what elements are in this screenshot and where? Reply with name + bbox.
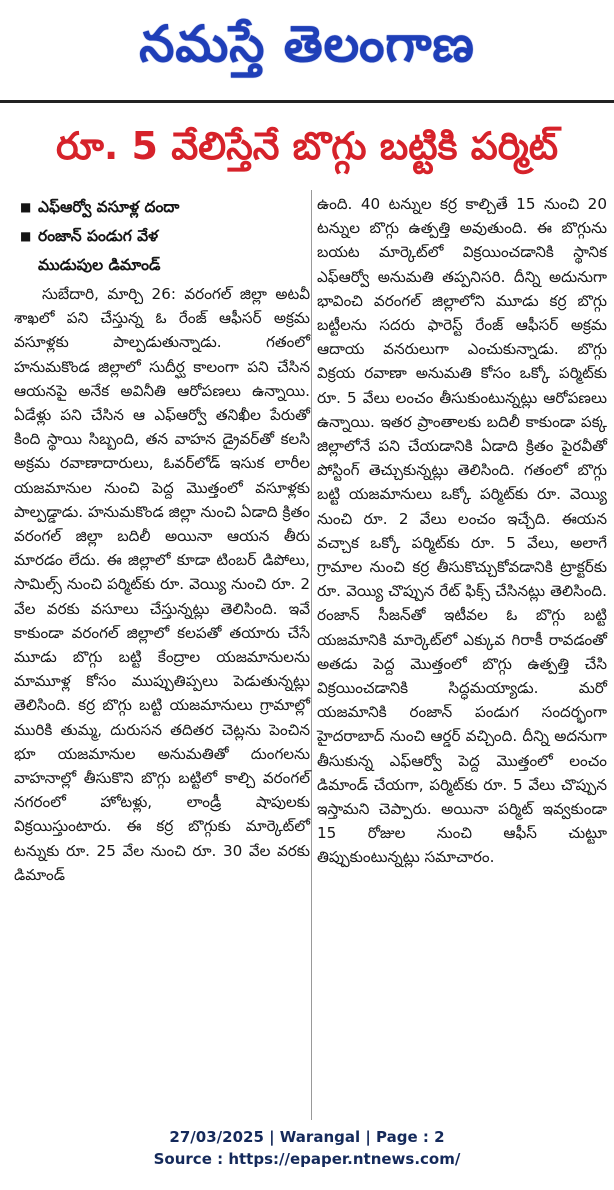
square-bullet-icon: ■ (20, 200, 32, 214)
article-body-left: సుబేదారి, మార్చి 26: వరంగల్ జిల్లా అటవీ శాఖలో పని చేస్తున్న ఓ రేంజ్ ఆఫీసర్ అక్రమ వసూళ్లకు పాల్పడుతున్నాడు. గతంలో హనుమకొండ జిల్లాలో సుదీర్ఘ కాలంగా పని చేసిన ఆయనపై అనేక అవినీతి ఆరోపణలు ఉన్నాయి. ఏడేళ్లు పని చేసిన ఆ ఎఫ్ఆర్వో తనిఖీల పేరుతో కింది స్థాయి సిబ్బంది, తన వాహన డ్రైవర్‌తో కలసి అక్రమ రవాణాదారులు, ఓవర్‌లోడ్ ఇసుక లారీల యజమానుల నుంచి పెద్ద మొత్తంలో వసూళ్లకు పాల్పడ్డాడు. హనుమకొండ జిల్లా నుంచి ఏడాది క్రితం వరంగల్ జిల్లా బదిలీ అయినా ఆయన తీరు మారడం లేదు. ఈ జిల్లాలో కూడా టింబర్ డిపోలు, సామిల్స్ నుంచి పర్మిట్‌కు రూ. వెయ్యి నుంచి రూ. 2 వేల వరకు వసూలు చేస్తున్నట్లు తెలిసింది. ఇవే కాకుండా వరంగల్ జిల్లాలో కలపతో తయారు చేసే మూడు బొగ్గు బట్టి కేంద్రాల యజమానులను మామూళ్ల కోసం ముప్పుతిప్పలు పెడుతున్నట్లు తెలిసింది. కర్ర బొగ్గు బట్టి యజమానులు గ్రామాల్లో మురికి తుమ్మ, దురుసన తదితర చెట్లను పెంచిన భూ యజమానుల అనుమతితో దుంగలను వాహనాల్లో తీసుకొని బొగ్గు బట్టిలో కాల్చి వరంగల్ నగరంలో హోటళ్లు, లాండ్రీ షాపులకు విక్రయిస్తుంటారు. ఈ కర్ర బొగ్గుకు మార్కెట్‌లో టన్నుకు రూ. 25 వేల నుంచి రూ. 30 వేల వరకు డిమాండ్ (14, 285, 310, 884)
footer-source: Source : https://epaper.ntnews.com/ (153, 1150, 461, 1168)
newspaper-logo: నమస్తే తెలంగాణ (139, 14, 475, 73)
square-bullet-icon: ■ (20, 229, 32, 243)
subheading-bullet (14, 195, 310, 220)
masthead-divider (0, 100, 614, 103)
article-column-right (317, 192, 607, 870)
subheading-bullet (14, 224, 310, 249)
article-column-left (14, 195, 310, 887)
column-divider (311, 190, 312, 1120)
subheading-text: ఎఫ్ఆర్వో వసూళ్ల దందా (38, 198, 180, 216)
headline-container (10, 120, 604, 182)
subheading-text: రంజాన్ పండుగ వేళ (38, 227, 159, 245)
footer-edition-info: 27/03/2025 | Warangal | Page : 2 (169, 1128, 445, 1146)
masthead (0, 0, 614, 100)
article-headline: రూ. 5 వేలిస్తేనే బొగ్గు బట్టికి పర్మిట్ (55, 124, 559, 168)
article-body-right: ఉంది. 40 టన్నుల కర్ర కాల్చితే 15 నుంచి 20 టన్నుల బొగ్గు ఉత్పత్తి అవుతుంది. ఈ బొగ్గును బయట మార్కెట్‌లో విక్రయించడానికి స్థానిక ఎఫ్ఆర్వో అనుమతి తప్పనిసరి. దీన్ని అదునుగా భావించి వరంగల్ జిల్లాలోని మూడు కర్ర బొగ్గు బట్టీలను సదరు ఫారెస్ట్ రేంజ్ ఆఫీసర్ అక్రమ ఆదాయ వనరులుగా ఎంచుకున్నాడు. బొగ్గు విక్రయ రవాణా అనుమతి కోసం ఒక్కో పర్మిట్‌కు రూ. 5 వేలు లంచం తీసుకుంటున్నట్లు ఆరోపణలు ఉన్నాయి. ఇతర ప్రాంతాలకు బదిలీ కాకుండా పక్క జిల్లాలోనే పని చేయడానికి ఏడాది క్రితం పైరవీతో పోస్టింగ్ తెచ్చుకున్నట్లు తెలిసింది. గతంలో బొగ్గు బట్టి యజమానులు ఒక్కో పర్మిట్‌కు రూ. వెయ్యి నుంచి రూ. 2 వేలు లంచం ఇచ్చేది. ఈయన వచ్చాక ఒక్కో పర్మిట్‌కు రూ. 5 వేలు, అలాగే గ్రామాల నుంచి కర్ర తీసుకొచ్చుకోవడానికి ట్రాక్టర్‌కు రూ. వెయ్యి చొప్పున రేట్ ఫిక్స్ చేసినట్లు తెలిసింది. రంజాన్ సీజన్‌తో ఇటీవల ఓ బొగ్గు బట్టి యజమానికి మార్కెట్‌లో ఎక్కువ గిరాకీ రావడంతో అతడు పెద్ద మొత్తంలో బొగ్గు ఉత్పత్తి చేసి విక్రయించడానికి సిద్ధమయ్యాడు. మరో యజమానికి రంజాన్ పండుగ సందర్భంగా హైదరాబాద్ నుంచి ఆర్డర్ వచ్చింది. దీన్ని అదనుగా తీసుకున్న ఎఫ్ఆర్వో పెద్ద మొత్తంలో లంచం డిమాండ్ చేయగా, పర్మిట్‌కు రూ. 5 వేలు చొప్పున ఇస్తామని చెప్పారు. అయినా పర్మిట్ ఇవ్వకుండా 15 రోజుల నుంచి ఆఫీస్ చుట్టూ తిప్పుకుంటున్నట్లు సమాచారం. (317, 195, 607, 867)
subheading-continuation: ముడుపుల డిమాండ్ (38, 256, 161, 274)
